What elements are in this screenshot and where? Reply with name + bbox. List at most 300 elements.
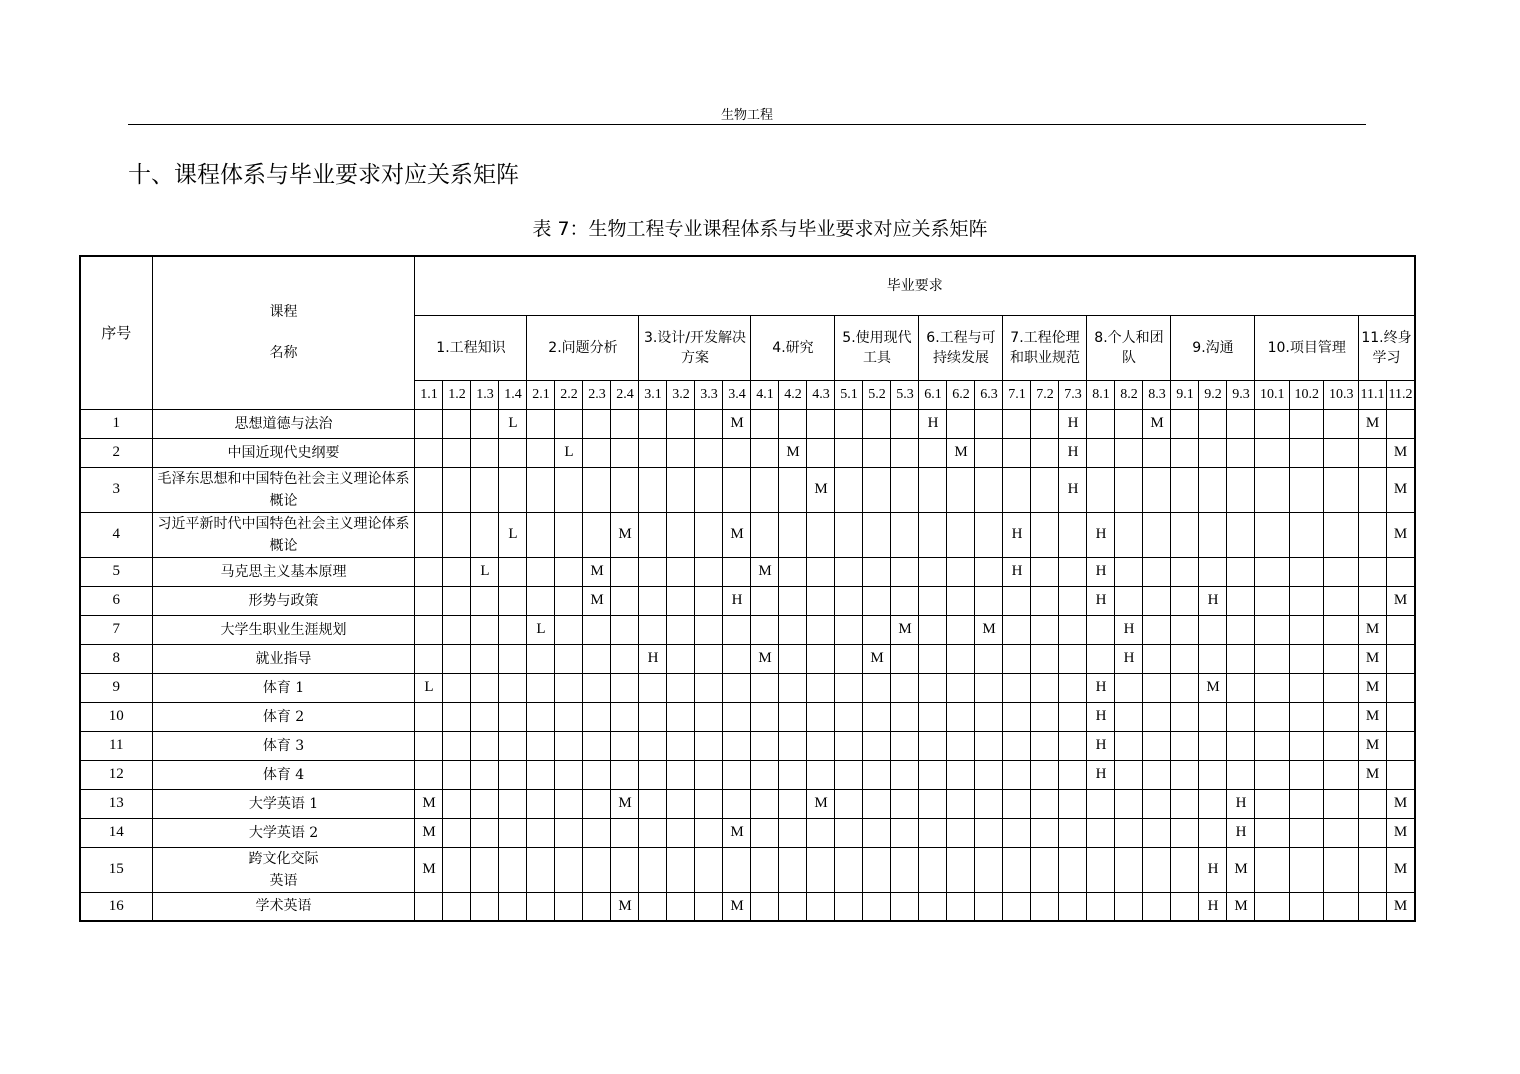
matrix-cell bbox=[667, 760, 695, 789]
course-name: 毛泽东思想和中国特色社会主义理论体系概论 bbox=[152, 467, 415, 512]
header-rule bbox=[128, 124, 1366, 125]
matrix-cell bbox=[751, 760, 779, 789]
matrix-cell bbox=[1358, 789, 1386, 818]
matrix-cell bbox=[443, 467, 471, 512]
matrix-cell bbox=[1324, 615, 1359, 644]
requirements-header: 毕业要求 bbox=[415, 256, 1415, 315]
course-name: 习近平新时代中国特色社会主义理论体系概论 bbox=[152, 512, 415, 557]
matrix-cell bbox=[835, 789, 863, 818]
matrix-cell bbox=[667, 731, 695, 760]
matrix-cell bbox=[639, 702, 667, 731]
matrix-cell bbox=[415, 760, 443, 789]
matrix-cell bbox=[863, 467, 891, 512]
matrix-cell: M bbox=[1386, 789, 1415, 818]
matrix-body bbox=[80, 409, 1415, 921]
row-seq: 16 bbox=[80, 892, 152, 921]
matrix-cell bbox=[1199, 644, 1227, 673]
matrix-cell bbox=[1324, 760, 1359, 789]
sub-requirement-4-1: 4.1 bbox=[751, 380, 779, 409]
matrix-cell bbox=[863, 673, 891, 702]
matrix-cell bbox=[1227, 644, 1255, 673]
matrix-cell bbox=[1031, 512, 1059, 557]
matrix-cell bbox=[499, 847, 527, 892]
matrix-cell bbox=[751, 467, 779, 512]
matrix-cell bbox=[891, 644, 919, 673]
matrix-cell bbox=[1358, 438, 1386, 467]
sub-requirement-10-2: 10.2 bbox=[1289, 380, 1324, 409]
matrix-cell bbox=[695, 512, 723, 557]
matrix-cell bbox=[443, 557, 471, 586]
course-name: 思想道德与法治 bbox=[152, 409, 415, 438]
matrix-cell bbox=[1199, 615, 1227, 644]
matrix-cell bbox=[583, 644, 611, 673]
matrix-cell bbox=[471, 409, 499, 438]
matrix-cell bbox=[1087, 847, 1115, 892]
matrix-cell bbox=[527, 557, 555, 586]
matrix-cell bbox=[415, 409, 443, 438]
row-seq: 6 bbox=[80, 586, 152, 615]
matrix-cell: M bbox=[415, 847, 443, 892]
matrix-cell bbox=[1289, 586, 1324, 615]
matrix-cell bbox=[1358, 586, 1386, 615]
matrix-cell bbox=[1255, 438, 1290, 467]
sub-requirement-5-1: 5.1 bbox=[835, 380, 863, 409]
matrix-cell: H bbox=[639, 644, 667, 673]
matrix-cell: H bbox=[1087, 702, 1115, 731]
matrix-cell bbox=[611, 847, 639, 892]
matrix-cell: M bbox=[1386, 818, 1415, 847]
matrix-cell bbox=[443, 409, 471, 438]
matrix-cell bbox=[723, 702, 751, 731]
matrix-cell bbox=[975, 731, 1003, 760]
matrix-cell bbox=[947, 789, 975, 818]
matrix-cell bbox=[667, 438, 695, 467]
matrix-cell bbox=[443, 789, 471, 818]
matrix-cell bbox=[1115, 512, 1143, 557]
matrix-cell: M bbox=[1199, 673, 1227, 702]
matrix-cell bbox=[611, 467, 639, 512]
sub-requirement-3-2: 3.2 bbox=[667, 380, 695, 409]
matrix-cell bbox=[919, 760, 947, 789]
matrix-cell: H bbox=[919, 409, 947, 438]
matrix-cell bbox=[415, 586, 443, 615]
matrix-cell bbox=[695, 847, 723, 892]
matrix-cell bbox=[1199, 702, 1227, 731]
matrix-cell bbox=[1087, 789, 1115, 818]
matrix-cell bbox=[583, 892, 611, 921]
table-row bbox=[80, 409, 1415, 438]
matrix-cell: M bbox=[723, 512, 751, 557]
matrix-cell bbox=[863, 731, 891, 760]
matrix-cell bbox=[695, 615, 723, 644]
sub-requirement-6-2: 6.2 bbox=[947, 380, 975, 409]
matrix-cell bbox=[779, 409, 807, 438]
matrix-cell bbox=[1255, 702, 1290, 731]
matrix-cell bbox=[1143, 615, 1171, 644]
matrix-cell bbox=[667, 892, 695, 921]
matrix-cell bbox=[1255, 818, 1290, 847]
matrix-cell bbox=[1255, 409, 1290, 438]
matrix-cell: H bbox=[1199, 892, 1227, 921]
matrix-cell bbox=[891, 586, 919, 615]
matrix-cell bbox=[1003, 760, 1031, 789]
matrix-cell bbox=[891, 702, 919, 731]
matrix-cell bbox=[471, 615, 499, 644]
matrix-cell bbox=[891, 438, 919, 467]
matrix-cell bbox=[471, 512, 499, 557]
matrix-cell bbox=[807, 673, 835, 702]
matrix-cell bbox=[667, 557, 695, 586]
matrix-cell bbox=[1227, 512, 1255, 557]
matrix-cell bbox=[471, 760, 499, 789]
matrix-cell bbox=[1003, 789, 1031, 818]
matrix-cell bbox=[555, 789, 583, 818]
matrix-cell bbox=[891, 557, 919, 586]
matrix-cell bbox=[695, 409, 723, 438]
matrix-cell bbox=[751, 438, 779, 467]
matrix-cell bbox=[835, 731, 863, 760]
matrix-cell bbox=[1031, 892, 1059, 921]
matrix-cell: M bbox=[1358, 615, 1386, 644]
matrix-cell bbox=[1171, 615, 1199, 644]
sub-requirement-6-1: 6.1 bbox=[919, 380, 947, 409]
table-row bbox=[80, 702, 1415, 731]
matrix-cell bbox=[527, 818, 555, 847]
sub-requirement-2-1: 2.1 bbox=[527, 380, 555, 409]
matrix-cell bbox=[667, 789, 695, 818]
course-name: 马克思主义基本原理 bbox=[152, 557, 415, 586]
matrix-cell bbox=[1255, 586, 1290, 615]
course-name: 体育 4 bbox=[152, 760, 415, 789]
matrix-cell bbox=[947, 615, 975, 644]
matrix-cell bbox=[1171, 789, 1199, 818]
matrix-cell bbox=[527, 644, 555, 673]
matrix-cell bbox=[947, 702, 975, 731]
matrix-cell bbox=[611, 702, 639, 731]
matrix-cell bbox=[835, 702, 863, 731]
sub-requirement-8-2: 8.2 bbox=[1115, 380, 1143, 409]
matrix-cell bbox=[1171, 760, 1199, 789]
table-row bbox=[80, 512, 1415, 557]
matrix-cell bbox=[723, 789, 751, 818]
requirement-group-2: 2.问题分析 bbox=[527, 315, 639, 380]
matrix-cell bbox=[1255, 512, 1290, 557]
matrix-cell bbox=[527, 731, 555, 760]
matrix-cell bbox=[1227, 702, 1255, 731]
requirement-group-10: 10.项目管理 bbox=[1255, 315, 1359, 380]
matrix-cell bbox=[1031, 673, 1059, 702]
matrix-cell bbox=[695, 789, 723, 818]
matrix-cell bbox=[1115, 409, 1143, 438]
matrix-cell bbox=[807, 847, 835, 892]
matrix-cell bbox=[611, 438, 639, 467]
matrix-cell bbox=[1143, 892, 1171, 921]
requirement-group-8: 8.个人和团队 bbox=[1087, 315, 1171, 380]
matrix-cell bbox=[639, 760, 667, 789]
matrix-cell bbox=[499, 467, 527, 512]
matrix-cell bbox=[1227, 731, 1255, 760]
matrix-cell bbox=[1358, 818, 1386, 847]
matrix-cell bbox=[1255, 467, 1290, 512]
sub-requirement-4-3: 4.3 bbox=[807, 380, 835, 409]
matrix-cell: H bbox=[1087, 731, 1115, 760]
matrix-cell bbox=[975, 644, 1003, 673]
row-seq: 12 bbox=[80, 760, 152, 789]
matrix-cell bbox=[723, 673, 751, 702]
matrix-cell bbox=[499, 438, 527, 467]
matrix-cell bbox=[919, 847, 947, 892]
matrix-cell bbox=[1324, 409, 1359, 438]
matrix-cell bbox=[1386, 731, 1415, 760]
matrix-cell bbox=[891, 892, 919, 921]
matrix-cell bbox=[415, 615, 443, 644]
matrix-cell bbox=[947, 512, 975, 557]
matrix-cell: M bbox=[611, 789, 639, 818]
table-row bbox=[80, 731, 1415, 760]
matrix-cell: M bbox=[751, 644, 779, 673]
matrix-cell bbox=[863, 512, 891, 557]
matrix-cell bbox=[1143, 438, 1171, 467]
table-row bbox=[80, 892, 1415, 921]
sub-requirement-8-1: 8.1 bbox=[1087, 380, 1115, 409]
matrix-cell bbox=[1115, 586, 1143, 615]
matrix-cell bbox=[611, 409, 639, 438]
matrix-cell: M bbox=[863, 644, 891, 673]
matrix-cell bbox=[583, 760, 611, 789]
matrix-cell bbox=[947, 467, 975, 512]
matrix-cell: M bbox=[415, 818, 443, 847]
matrix-cell bbox=[443, 847, 471, 892]
matrix-cell: M bbox=[723, 892, 751, 921]
matrix-cell bbox=[1255, 892, 1290, 921]
matrix-cell bbox=[611, 760, 639, 789]
matrix-cell bbox=[863, 409, 891, 438]
matrix-cell: M bbox=[723, 409, 751, 438]
matrix-cell bbox=[1324, 731, 1359, 760]
matrix-cell bbox=[723, 644, 751, 673]
sub-requirement-2-3: 2.3 bbox=[583, 380, 611, 409]
matrix-cell bbox=[415, 438, 443, 467]
matrix-cell bbox=[1386, 615, 1415, 644]
matrix-cell bbox=[1289, 409, 1324, 438]
matrix-cell bbox=[555, 615, 583, 644]
matrix-cell bbox=[1031, 557, 1059, 586]
matrix-cell bbox=[835, 615, 863, 644]
matrix-cell bbox=[1255, 731, 1290, 760]
matrix-cell bbox=[415, 702, 443, 731]
matrix-cell bbox=[1087, 644, 1115, 673]
matrix-cell bbox=[835, 673, 863, 702]
table-row bbox=[80, 467, 1415, 512]
course-name: 大学生职业生涯规划 bbox=[152, 615, 415, 644]
matrix-cell bbox=[919, 644, 947, 673]
matrix-cell bbox=[611, 586, 639, 615]
matrix-cell bbox=[527, 760, 555, 789]
running-header: 生物工程 bbox=[720, 108, 773, 123]
matrix-cell bbox=[863, 847, 891, 892]
matrix-cell bbox=[835, 644, 863, 673]
matrix-cell: H bbox=[1115, 615, 1143, 644]
matrix-cell bbox=[807, 892, 835, 921]
matrix-cell bbox=[1324, 673, 1359, 702]
matrix-cell bbox=[527, 892, 555, 921]
course-header bbox=[152, 256, 415, 409]
matrix-cell bbox=[1031, 644, 1059, 673]
matrix-cell: H bbox=[723, 586, 751, 615]
matrix-cell: M bbox=[807, 789, 835, 818]
sub-requirement-2-4: 2.4 bbox=[611, 380, 639, 409]
matrix-cell bbox=[1289, 467, 1324, 512]
matrix-cell bbox=[527, 673, 555, 702]
matrix-cell bbox=[583, 438, 611, 467]
matrix-cell bbox=[611, 818, 639, 847]
row-seq: 7 bbox=[80, 615, 152, 644]
matrix-cell bbox=[1255, 644, 1290, 673]
matrix-cell bbox=[639, 467, 667, 512]
matrix-cell bbox=[667, 818, 695, 847]
matrix-cell bbox=[863, 615, 891, 644]
sub-requirement-9-3: 9.3 bbox=[1227, 380, 1255, 409]
matrix-cell bbox=[779, 847, 807, 892]
matrix-cell bbox=[555, 673, 583, 702]
matrix-cell bbox=[751, 615, 779, 644]
matrix-cell bbox=[723, 615, 751, 644]
matrix-cell bbox=[1115, 892, 1143, 921]
matrix-cell bbox=[1059, 760, 1087, 789]
matrix-cell bbox=[779, 789, 807, 818]
requirement-group-6: 6.工程与可持续发展 bbox=[919, 315, 1003, 380]
matrix-cell: H bbox=[1087, 760, 1115, 789]
matrix-cell bbox=[695, 702, 723, 731]
matrix-cell bbox=[1059, 673, 1087, 702]
matrix-cell bbox=[415, 644, 443, 673]
matrix-cell bbox=[1059, 557, 1087, 586]
matrix-cell bbox=[751, 847, 779, 892]
matrix-cell bbox=[779, 615, 807, 644]
matrix-cell bbox=[499, 615, 527, 644]
matrix-cell: M bbox=[723, 818, 751, 847]
matrix-cell bbox=[807, 557, 835, 586]
matrix-cell bbox=[779, 673, 807, 702]
matrix-cell bbox=[1358, 847, 1386, 892]
matrix-cell bbox=[947, 586, 975, 615]
matrix-cell bbox=[1324, 586, 1359, 615]
matrix-cell bbox=[583, 731, 611, 760]
matrix-cell bbox=[723, 467, 751, 512]
matrix-cell bbox=[695, 644, 723, 673]
matrix-cell bbox=[667, 615, 695, 644]
matrix-cell bbox=[779, 512, 807, 557]
matrix-cell bbox=[1171, 512, 1199, 557]
sub-requirement-10-3: 10.3 bbox=[1324, 380, 1359, 409]
matrix-cell bbox=[443, 818, 471, 847]
matrix-cell bbox=[1358, 557, 1386, 586]
matrix-cell bbox=[1255, 673, 1290, 702]
matrix-cell bbox=[611, 731, 639, 760]
matrix-cell: M bbox=[583, 557, 611, 586]
matrix-cell bbox=[499, 760, 527, 789]
matrix-cell bbox=[1289, 644, 1324, 673]
table-row bbox=[80, 847, 1415, 892]
matrix-cell bbox=[779, 892, 807, 921]
sub-requirement-3-4: 3.4 bbox=[723, 380, 751, 409]
matrix-cell bbox=[1031, 586, 1059, 615]
table-row bbox=[80, 615, 1415, 644]
matrix-cell bbox=[611, 644, 639, 673]
matrix-cell bbox=[1143, 760, 1171, 789]
matrix-cell bbox=[555, 702, 583, 731]
matrix-cell bbox=[1143, 789, 1171, 818]
matrix-cell bbox=[863, 892, 891, 921]
sub-requirement-9-2: 9.2 bbox=[1199, 380, 1227, 409]
matrix-cell bbox=[1227, 438, 1255, 467]
matrix-cell bbox=[443, 892, 471, 921]
matrix-cell bbox=[639, 557, 667, 586]
matrix-cell bbox=[471, 644, 499, 673]
sub-requirement-5-3: 5.3 bbox=[891, 380, 919, 409]
matrix-cell bbox=[1059, 615, 1087, 644]
matrix-cell bbox=[723, 731, 751, 760]
matrix-cell bbox=[1324, 467, 1359, 512]
matrix-cell: M bbox=[1386, 467, 1415, 512]
matrix-cell bbox=[975, 818, 1003, 847]
matrix-cell bbox=[1059, 789, 1087, 818]
matrix-cell bbox=[1031, 467, 1059, 512]
sub-requirement-3-1: 3.1 bbox=[639, 380, 667, 409]
matrix-cell bbox=[415, 731, 443, 760]
matrix-cell bbox=[751, 789, 779, 818]
matrix-cell bbox=[863, 557, 891, 586]
matrix-cell bbox=[443, 586, 471, 615]
matrix-cell: M bbox=[891, 615, 919, 644]
matrix-cell bbox=[1386, 760, 1415, 789]
matrix-cell bbox=[667, 702, 695, 731]
matrix-cell bbox=[1115, 702, 1143, 731]
matrix-cell bbox=[1115, 731, 1143, 760]
matrix-cell bbox=[891, 512, 919, 557]
matrix-cell bbox=[863, 818, 891, 847]
matrix-cell bbox=[555, 818, 583, 847]
sub-requirement-2-2: 2.2 bbox=[555, 380, 583, 409]
matrix-cell bbox=[779, 818, 807, 847]
matrix-cell bbox=[975, 789, 1003, 818]
matrix-cell bbox=[1003, 467, 1031, 512]
matrix-cell: M bbox=[415, 789, 443, 818]
matrix-cell bbox=[1324, 892, 1359, 921]
matrix-cell bbox=[751, 731, 779, 760]
matrix-cell bbox=[1255, 760, 1290, 789]
matrix-cell bbox=[499, 557, 527, 586]
matrix-cell bbox=[499, 818, 527, 847]
matrix-cell bbox=[1115, 818, 1143, 847]
matrix-cell bbox=[1003, 702, 1031, 731]
matrix-cell bbox=[919, 673, 947, 702]
matrix-cell bbox=[1255, 789, 1290, 818]
matrix-cell bbox=[751, 586, 779, 615]
matrix-cell bbox=[891, 467, 919, 512]
matrix-cell bbox=[835, 847, 863, 892]
matrix-cell bbox=[1087, 467, 1115, 512]
matrix-cell bbox=[863, 789, 891, 818]
matrix-cell bbox=[919, 512, 947, 557]
matrix-cell bbox=[919, 818, 947, 847]
matrix-cell bbox=[415, 892, 443, 921]
matrix-cell bbox=[1143, 644, 1171, 673]
matrix-cell: L bbox=[527, 615, 555, 644]
matrix-cell: M bbox=[611, 512, 639, 557]
matrix-cell bbox=[1059, 731, 1087, 760]
matrix-cell: H bbox=[1087, 673, 1115, 702]
